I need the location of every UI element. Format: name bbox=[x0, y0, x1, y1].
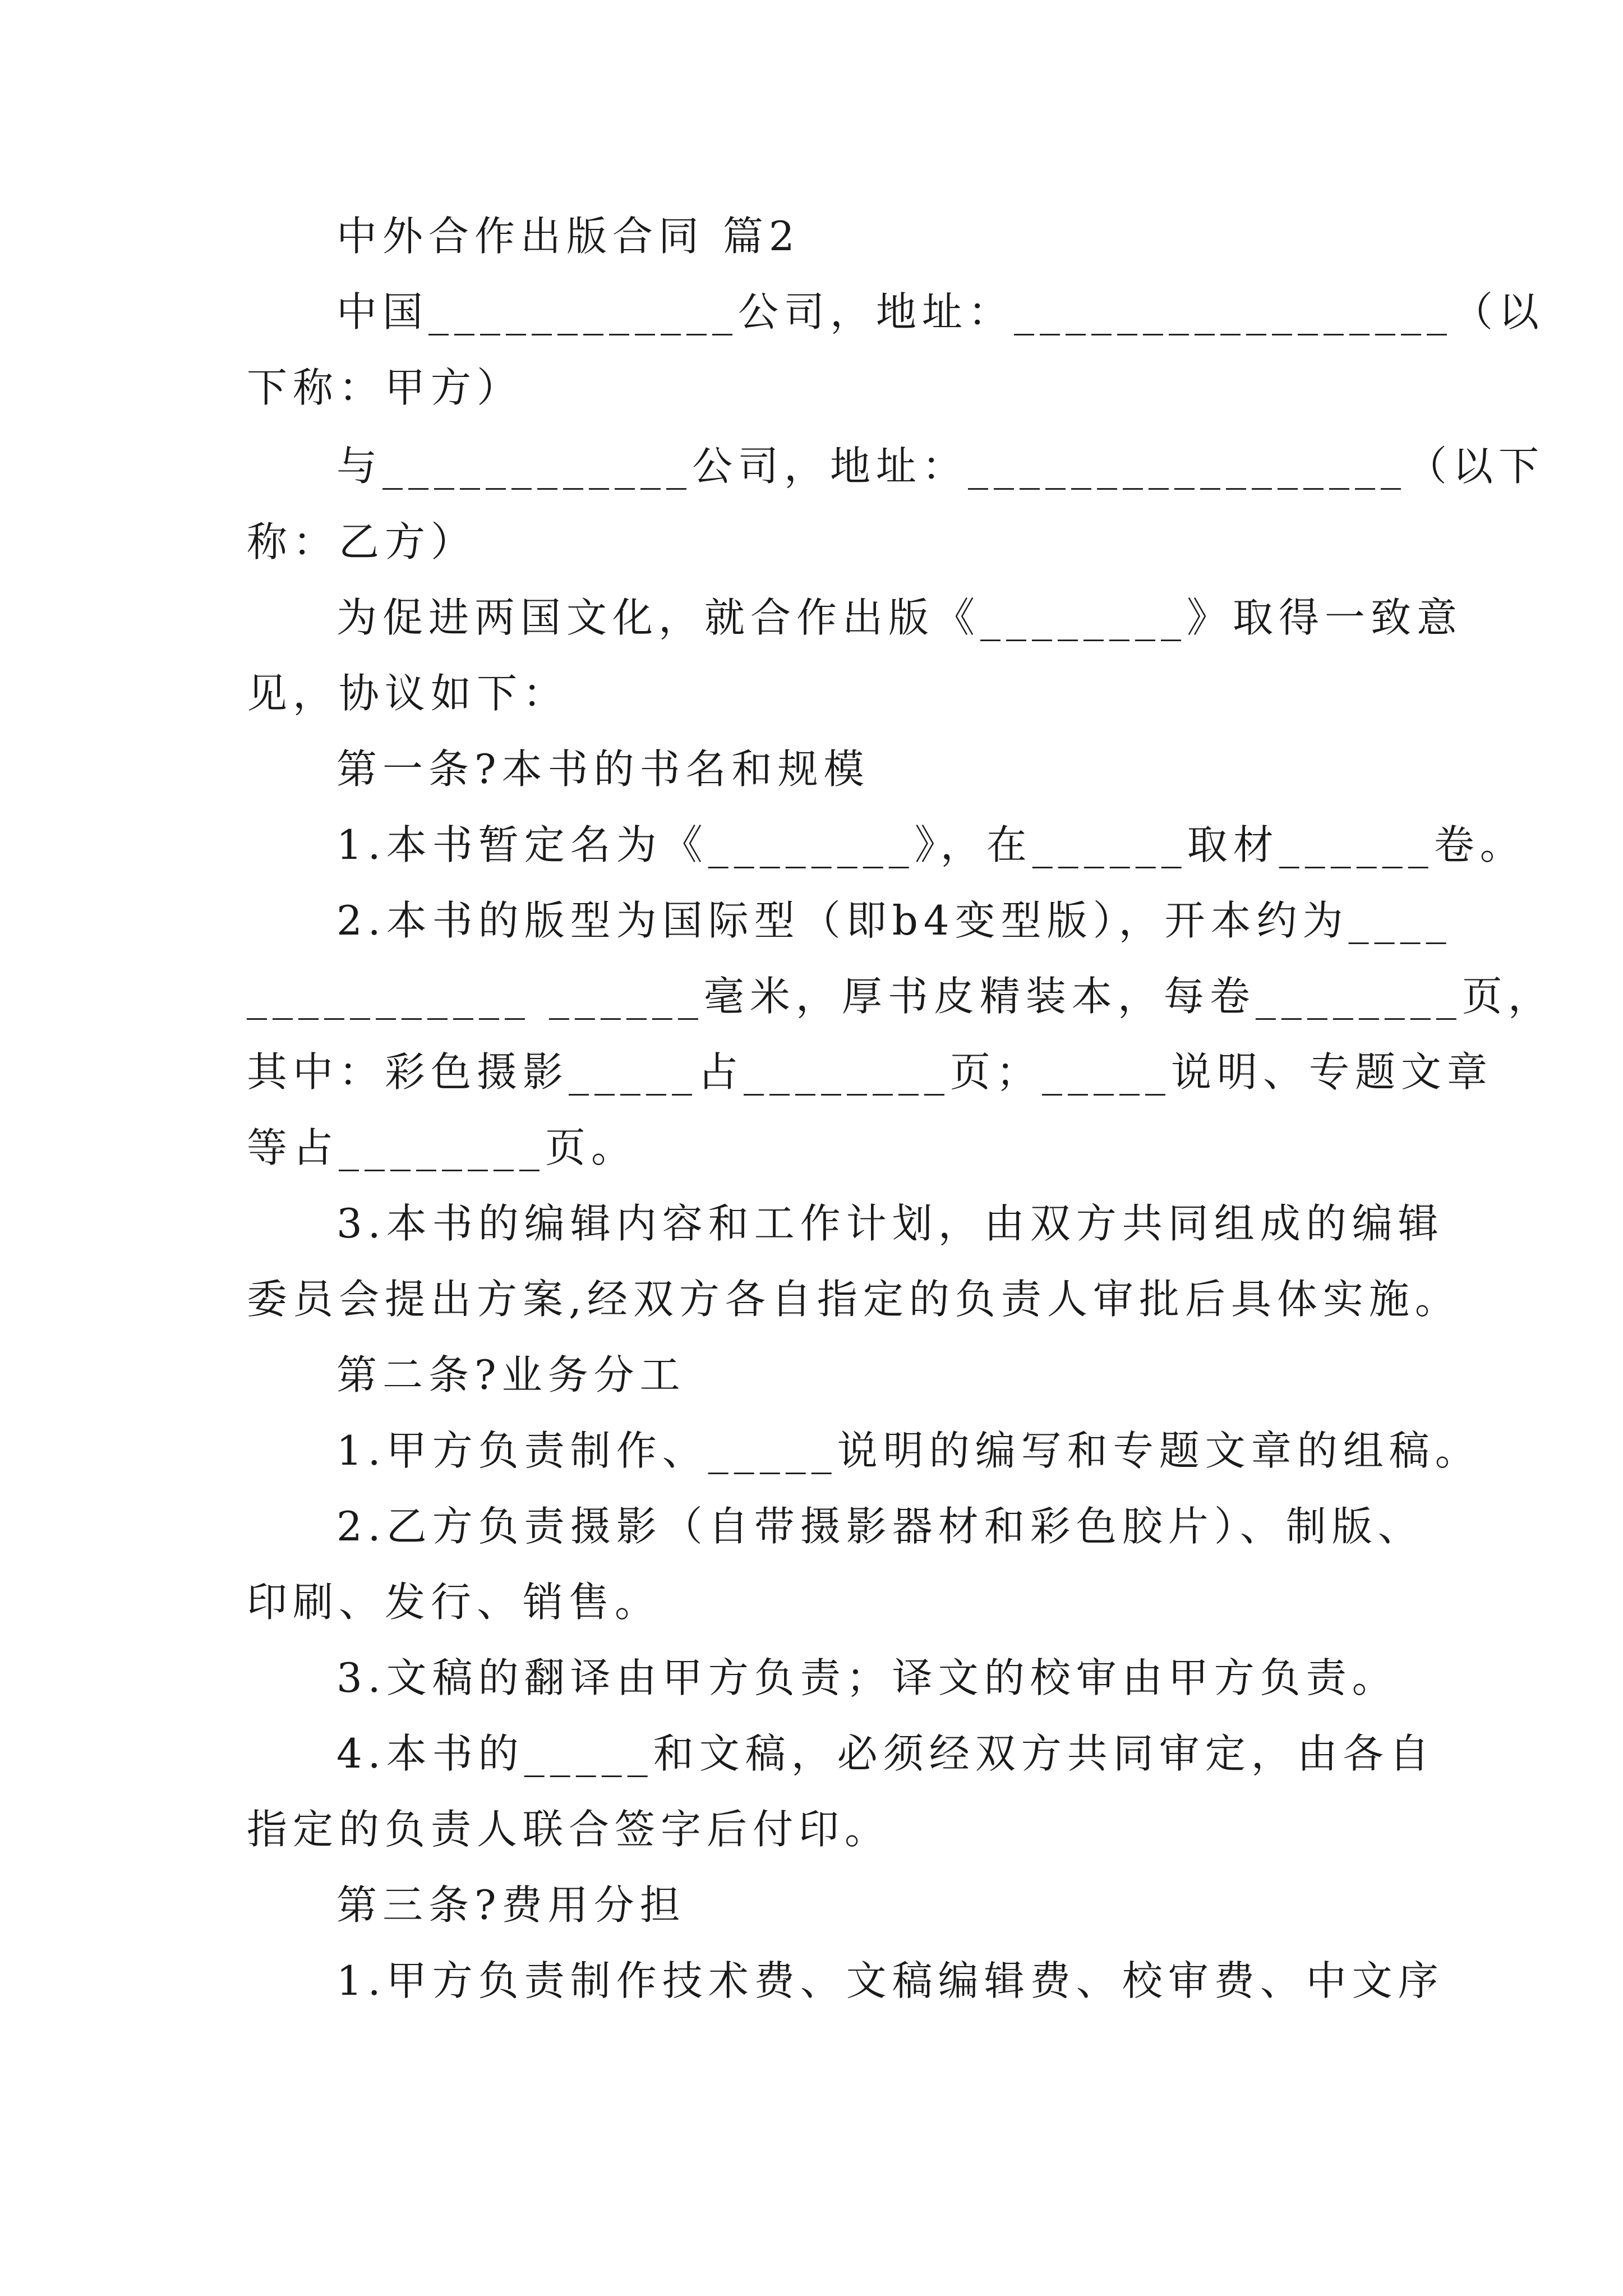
article-2-item-1: 1.甲方负责制作、_____说明的编写和专题文章的组稿。 bbox=[336, 1427, 1481, 1474]
article-1-item-3-cont: 委员会提出方案,经双方各自指定的负责人审批后具体实施。 bbox=[247, 1276, 1461, 1323]
article-3-heading: 第三条?费用分担 bbox=[336, 1881, 686, 1929]
article-1-item-2-cont-3: 等占________页。 bbox=[247, 1124, 638, 1171]
party-a-line-cont: 下称：甲方） bbox=[247, 364, 523, 411]
preamble-line: 为促进两国文化，就合作出版《________》取得一致意 bbox=[336, 594, 1463, 641]
article-1-item-2-cont-1: ___________ ______毫米，厚书皮精装本，每卷________页， bbox=[247, 973, 1554, 1020]
article-2-item-2: 2.乙方负责摄影（自带摄影器材和彩色胶片）、制版、 bbox=[336, 1503, 1424, 1550]
party-b-line: 与____________公司，地址：_________________（以下 bbox=[336, 443, 1545, 490]
party-b-line-cont: 称：乙方） bbox=[247, 518, 477, 565]
article-1-item-2: 2.本书的版型为国际型（即b4变型版），开本约为____ bbox=[336, 897, 1452, 944]
article-1-item-1: 1.本书暂定名为《________》，在______取材______卷。 bbox=[336, 821, 1526, 868]
preamble-line-cont: 见，协议如下： bbox=[247, 670, 569, 717]
article-1-item-2-cont-2: 其中：彩色摄影_____占________页；_____说明、专题文章 bbox=[247, 1048, 1493, 1096]
document-title: 中外合作出版合同 篇2 bbox=[336, 213, 800, 260]
article-1-item-3: 3.本书的编辑内容和工作计划，由双方共同组成的编辑 bbox=[336, 1200, 1444, 1247]
article-2-item-3: 3.文稿的翻译由甲方负责；译文的校审由甲方负责。 bbox=[336, 1654, 1398, 1701]
article-2-item-4-cont: 指定的负责人联合签字后付印。 bbox=[247, 1806, 891, 1853]
article-2-item-2-cont: 印刷、发行、销售。 bbox=[247, 1579, 661, 1626]
article-1-heading: 第一条?本书的书名和规模 bbox=[336, 746, 870, 793]
article-3-item-1: 1.甲方负责制作技术费、文稿编辑费、校审费、中文序 bbox=[336, 1957, 1444, 2004]
article-2-item-4: 4.本书的_____和文稿，必须经双方共同审定，由各自 bbox=[336, 1730, 1435, 1777]
party-a-line: 中国____________公司，地址：_________________（以 bbox=[336, 288, 1545, 335]
article-2-heading: 第二条?业务分工 bbox=[336, 1351, 686, 1398]
